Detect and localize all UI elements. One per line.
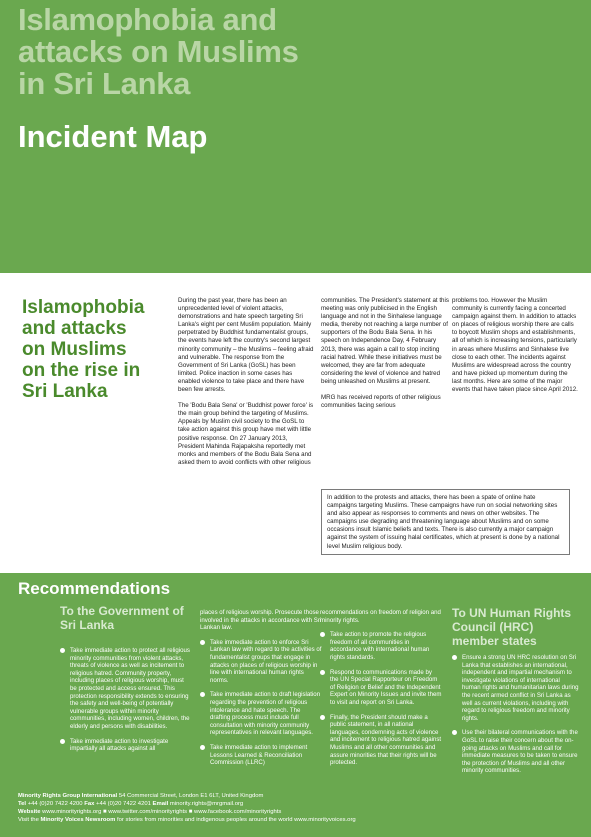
bullet-icon <box>320 715 325 720</box>
article-column-1 <box>178 297 314 475</box>
recommendation-text: Respond to communications made by the UN Special Rapporteur on Freedom of Religion or Belief and the Independent Expert on Minority Issues and invite them to visit and report on Sri Lanka. <box>330 668 442 706</box>
bullet-icon <box>452 655 457 660</box>
header-banner <box>0 0 591 273</box>
twitter-icon: ■ <box>103 809 107 815</box>
paragraph: During the past year, there has been an unprecedented level of violent attacks, demonstrations and hate speech targeting Sri Lanka's eight per cent Muslim population. Mainly perpetrated by Buddhist fundamentalist groups, the events have left the country's second largest minority community – the Muslims – feeling afraid and vulnerable. The response from the Government of Sri Lanka (GoSL) has been limited. Police inaction in some cases has enabled violence to take place and there have been few arrests. <box>178 297 314 394</box>
section-heading-line-2: and attacks <box>22 318 127 339</box>
tel-label: Tel <box>18 801 27 807</box>
article-column-2 <box>321 297 449 418</box>
email-link[interactable]: minority.rights@mrgmail.org <box>169 801 244 807</box>
section-heading-line-1: Islamophobia <box>22 297 145 318</box>
gov-column-1 <box>60 647 192 760</box>
page-subtitle: Incident Map <box>18 119 208 154</box>
list-item <box>452 654 580 722</box>
contact-line-4 <box>18 816 578 824</box>
article-column-3 <box>452 297 578 402</box>
bullet-icon <box>60 739 65 744</box>
bullet-icon <box>320 670 325 675</box>
recommendation-text: Finally, the President should make a public statement, in all national languages, condemning acts of violence and incitement to religious hatred against Muslims and all other communities and assure minorities that their rights will be protected. <box>330 713 442 767</box>
recommendation-text: Take action to promote the religious freedom of all communities in accordance with international human rights standards. <box>330 631 430 661</box>
list-item <box>200 639 322 685</box>
bullet-icon <box>200 745 205 750</box>
list-item <box>200 744 322 767</box>
paragraph: problems too. However the Muslim community is currently facing a concerted campaign against them. In addition to attacks on places of religious worship there are calls to boycott Muslim shops and establishments, all of which is increasing tensions, particularly in areas where Muslims and Sinhalese live close to each other. The incidents against Muslims are widespread across the country and have picked up momentum during the last months. Here are some of the major events that have taken place since April 2012. <box>452 297 578 394</box>
recommendation-text: Take immediate action to protect all religious minority communities from violent attacks, threats of violence as well as incitement to religious hatred. Community property, including places of religious worship, must be protected and access ensured. This protection responsibility extends to ensuring the safety and well-being of potentially vulnerable groups within minority communities, including women, children, the elderly and persons with disabilities. <box>70 647 190 730</box>
tel-number: +44 (0)20 7422 4200 <box>27 801 83 807</box>
gov-recommendations-heading: To the Government of Sri Lanka <box>60 604 184 632</box>
un-recommendations-heading: To UN Human Rights Council (HRC) member states <box>452 606 572 648</box>
paragraph: The 'Bodu Bala Sena' or 'Buddhist power force' is the main group behind the targeting of Muslims. Appeals by Muslim civil society to the GoSL to take action against this group have met with little positive response. On 27 January 2013, President Mahinda Rajapaksha reportedly met monks and members of the Bodu Bala Sena and asked them to avoid conflicts with other religious <box>178 402 314 466</box>
recommendation-text: Take immediate action to investigate impartially all attacks against all <box>70 737 169 753</box>
recommendation-continuation: places of religious worship. Prosecute those involved in the attacks in accordance with Sri Lankan law. <box>200 609 322 632</box>
recommendation-text: Take immediate action to draft legislation regarding the prevention of religious intolerance and hate speech. The drafting process must include full consultation with minority community representatives in relevant languages. <box>210 691 321 737</box>
list-item <box>320 631 442 661</box>
paragraph: communities. The President's statement at this meeting was only publicised in the English language and not in the Sinhalese language media, thereby not reaching a large number of supporters of the Bodu Bala Sena. In his speech on Independence Day, 4 February 2013, there was again a call to stop inciting racial hatred. While these initiatives must be welcomed, they are far from adequate considering the level of violence and hatred being unleashed on Muslims at present. <box>321 297 449 385</box>
newsroom-link[interactable]: Minority Voices Newsroom <box>40 817 116 823</box>
title-line-2: attacks on Muslims <box>18 34 299 69</box>
gov-column-2 <box>200 609 322 774</box>
contact-footer <box>18 792 578 824</box>
bullet-icon <box>320 632 325 637</box>
section-heading-line-5: Sri Lanka <box>22 381 108 402</box>
contact-line-1 <box>18 792 578 800</box>
recommendation-text: Use their bilateral communications with the GoSL to raise their concern about the on-going attacks on Muslims and call for immediate measures to be taken to ensure the protection of Muslims and all other minority communities. <box>462 729 578 775</box>
facebook-link[interactable]: www.facebook.com/minorityrights <box>193 809 282 815</box>
voices-link[interactable]: www.minorityvoices.org <box>294 817 356 823</box>
bullet-icon <box>200 692 205 697</box>
org-address: 54 Commercial Street, London E1 6LT, United Kingdom <box>118 793 264 799</box>
fax-label: Fax <box>84 801 95 807</box>
section-heading-line-4: on the rise in <box>22 360 141 381</box>
website-label: Website <box>18 809 41 815</box>
bullet-icon <box>60 648 65 653</box>
recommendation-text: Ensure a strong UN HRC resolution on Sri Lanka that establishes an international, independent and impartial mechanism to investigate violations of international human rights and humanitarian laws during the recent armed conflict in Sri Lanka as well as current violations, including with regard to religious freedom and minority rights. <box>462 654 579 722</box>
facebook-icon: ■ <box>188 809 193 815</box>
list-item <box>320 669 442 707</box>
email-label: Email <box>152 801 169 807</box>
contact-line-3 <box>18 808 578 816</box>
bullet-icon <box>200 640 205 645</box>
list-item <box>452 729 580 775</box>
contact-line-2 <box>18 800 578 808</box>
twitter-link[interactable]: www.twitter.com/minorityrights <box>108 809 188 815</box>
visit-prefix: Visit the <box>18 817 39 823</box>
list-item <box>60 647 192 731</box>
list-item <box>320 714 442 767</box>
online-hate-callout: In addition to the protests and attacks, there has been a spate of online hate campaigns targeting Muslims. These campaigns have run on social networking sites and also appear as responses to comments and news on other websites. The campaigns use degrading and threatening language about Muslims and on some occasions insult Islamic beliefs and texts. There is also currently a major campaign against the system of issuing halal certificates, which at present is done by a national level Muslim religious body. <box>321 489 570 555</box>
un-column <box>452 654 580 782</box>
page-title <box>18 4 418 100</box>
recommendation-text: Take immediate action to implement Lessons Learned & Reconciliation Commission (LLRC) <box>210 743 308 767</box>
recommendations-title: Recommendations <box>18 579 171 598</box>
section-heading <box>22 297 172 402</box>
visit-suffix: for stories from minorities and indigenous peoples around the world <box>117 817 293 823</box>
list-item <box>200 691 322 737</box>
title-line-1: Islamophobia and <box>18 2 277 37</box>
recommendation-continuation: recommendations on freedom of religion and minority rights. <box>320 609 441 624</box>
list-item <box>60 738 192 753</box>
title-line-3: in Sri Lanka <box>18 66 191 101</box>
org-name: Minority Rights Group International <box>18 793 118 799</box>
bullet-icon <box>452 730 457 735</box>
fax-number: +44 (0)20 7422 4201 <box>96 801 151 807</box>
paragraph: MRG has received reports of other religious communities facing serious <box>321 394 441 410</box>
recommendation-text: Take immediate action to enforce Sri Lankan law with regard to the activities of fundamentalist groups that engage in attacks on places of religious worship in line with international human rights norms. <box>210 638 322 684</box>
website-link[interactable]: www.minorityrights.org <box>42 809 102 815</box>
gov-column-3 <box>320 609 442 774</box>
section-heading-line-3: on Muslims <box>22 339 127 360</box>
